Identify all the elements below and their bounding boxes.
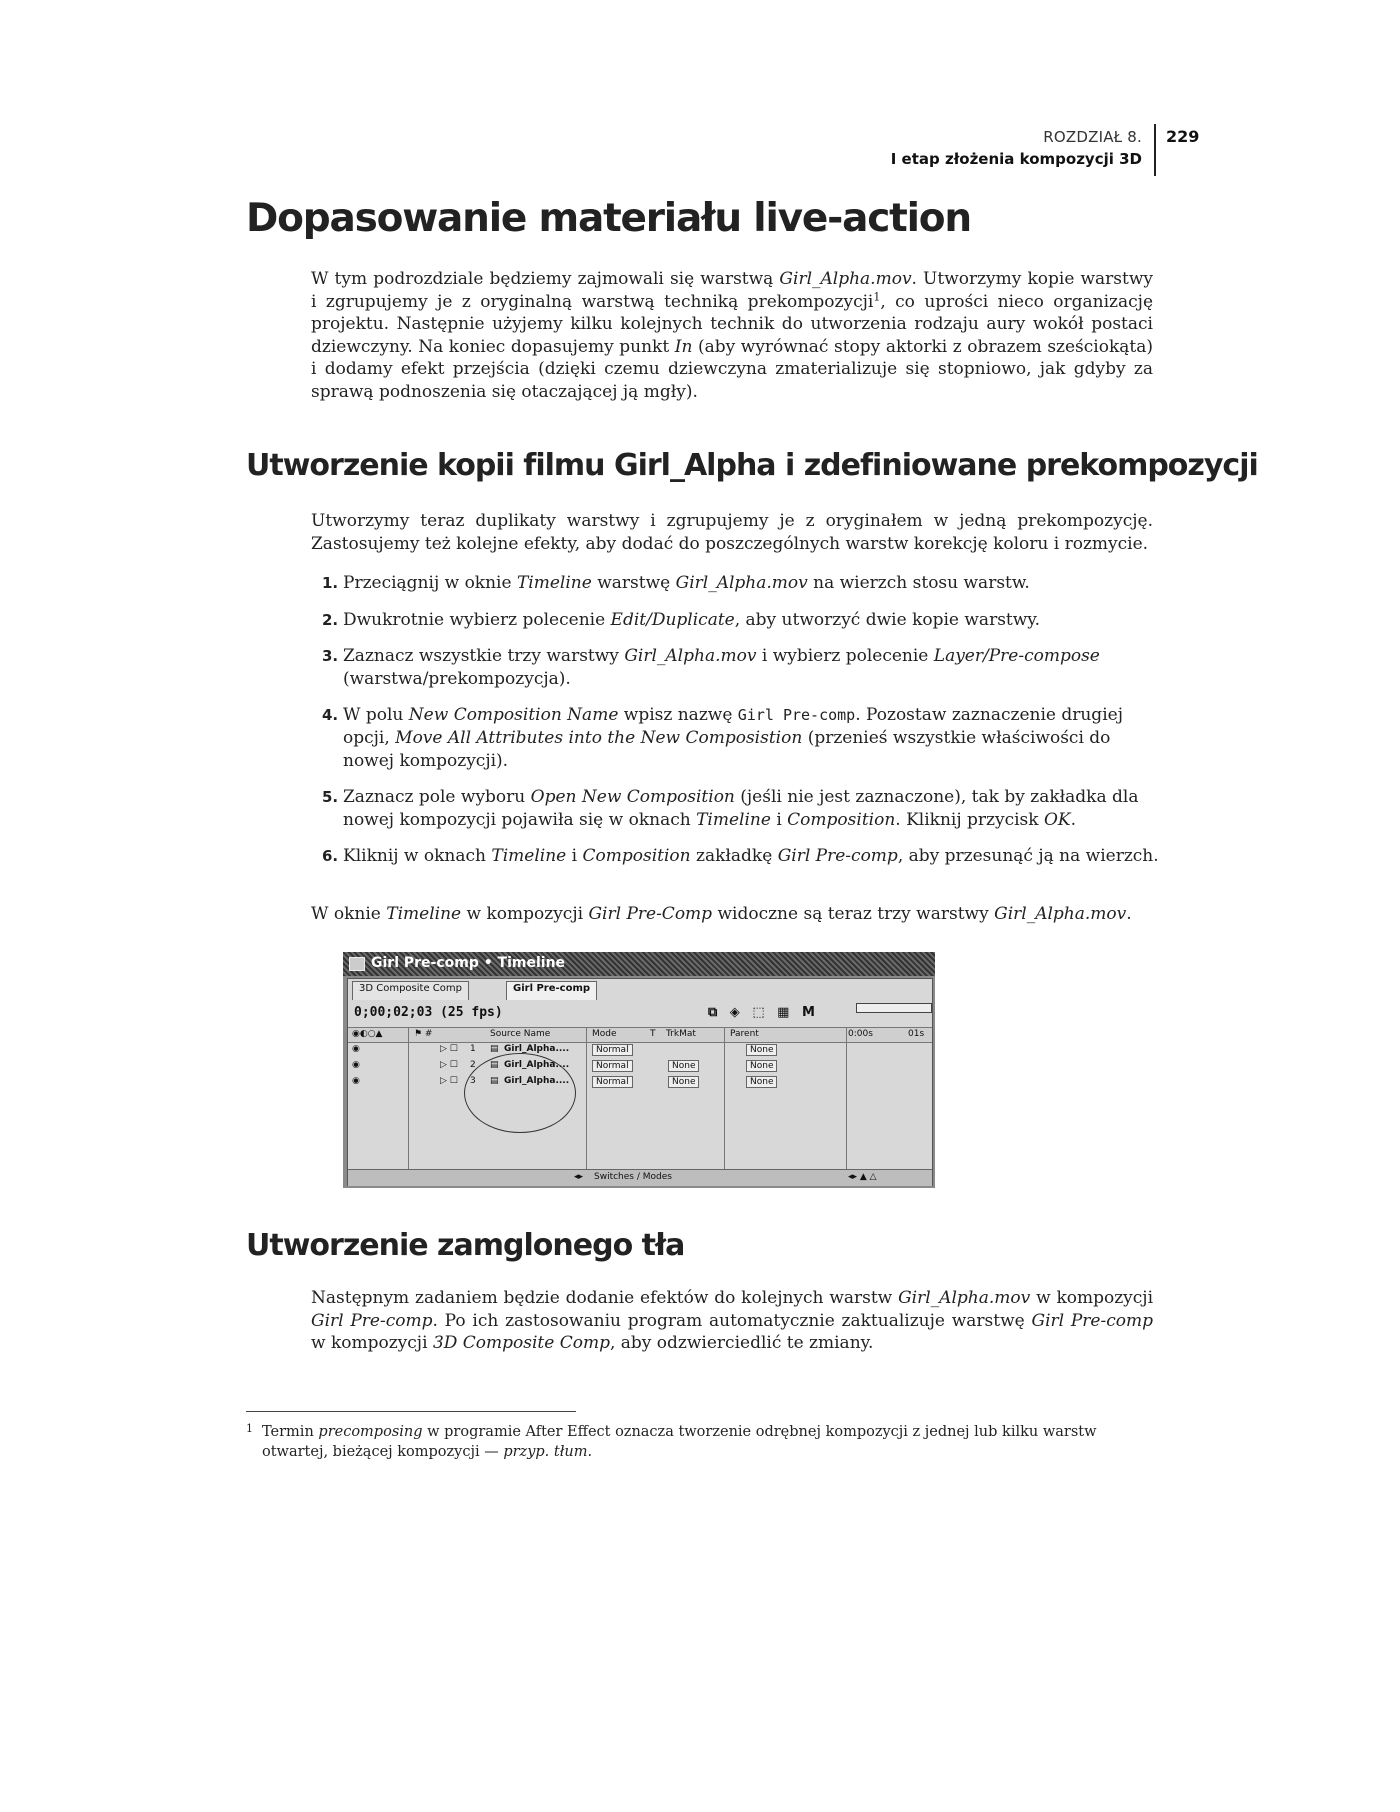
footnote-number: 1 — [246, 1422, 253, 1435]
expand-triangle-icon[interactable]: ▷ ☐ — [440, 1044, 458, 1054]
footage-icon: ▤ — [490, 1076, 499, 1086]
parent-select[interactable]: None — [746, 1044, 777, 1056]
steps-list — [322, 572, 1162, 868]
mode-select[interactable]: Normal — [592, 1044, 633, 1056]
col-t[interactable]: T — [650, 1029, 656, 1039]
step-item: 4. W polu New Composition Name wpisz nazwę Girl Pre-comp. Pozostaw zaznaczenie drugiej opcji, Move All Attributes into the New Composistion (przenieś wszystkie właściwości do nowej kompozycji). — [322, 705, 1123, 771]
trkmat-select[interactable]: None — [668, 1060, 699, 1072]
timeline-screenshot — [343, 952, 935, 1188]
time-ruler[interactable] — [856, 1003, 932, 1013]
footnote-ref: 1 — [873, 289, 881, 303]
switches-modes-toggle[interactable]: Switches / Modes — [594, 1172, 672, 1182]
timeline-panel — [347, 978, 933, 1186]
step-item: 1. Przeciągnij w oknie Timeline warstwę Girl_Alpha.mov na wierzch stosu warstw. — [322, 573, 1030, 593]
parent-select[interactable]: None — [746, 1060, 777, 1072]
trkmat-select[interactable]: None — [668, 1076, 699, 1088]
layer-name[interactable]: Girl_Alpha.... — [504, 1060, 570, 1070]
footnote-rule — [246, 1411, 576, 1412]
footage-icon: ▤ — [490, 1044, 499, 1054]
timeline-footer — [348, 1169, 932, 1186]
page-number: 229 — [1166, 127, 1200, 146]
section-title-precompose: Utworzenie kopii filmu Girl_Alpha i zdefiniowane prekompozycji — [246, 448, 1258, 483]
mode-select[interactable]: Normal — [592, 1060, 633, 1072]
layer-name[interactable]: Girl_Alpha.... — [504, 1044, 570, 1054]
running-header — [860, 124, 1200, 176]
intro-paragraph: W tym podrozdziale będziemy zajmowali się warstwą Girl_Alpha.mov. Utworzymy kopie warstwy i zgrupujemy je z oryginalną warstwą techniką prekompozycji$^1$, co uprości nieco organizację projektu. Następnie użyjemy kilku kolejnych technik do utworzenia rodzaju aury wokół postaci dziewczyny. Na koniec dopasujemy punkt In (aby wyrównać stopy aktorki z obrazem sześciokąta) i dodamy efekt przejścia (dzięki czemu dziewczyna zmaterializuje się stopniowo, jak gdyby za sprawą podnoszenia się otaczającej ją mgły). — [311, 269, 1154, 402]
column-divider — [586, 1027, 587, 1185]
footage-icon: ▤ — [490, 1060, 499, 1070]
eye-icon[interactable]: ◉ — [352, 1076, 360, 1086]
highlight-ellipse — [464, 1053, 576, 1133]
expand-triangle-icon[interactable]: ▷ ☐ — [440, 1076, 458, 1086]
layer-row[interactable]: ◉ ▷ ☐ 1 ▤ Girl_Alpha.... Normal None — [348, 1043, 932, 1057]
section2-intro: Utworzymy teraz duplikaty warstwy i zgrupujemy je z oryginałem w jedną prekompozycję. Zastosujemy też kolejne efekty, aby dodać do poszczególnych warstw korekcję koloru i rozmycie. — [311, 511, 1153, 554]
timeline-title-bar — [343, 952, 935, 976]
timeline-window-title: Girl Pre-comp • Timeline — [371, 955, 566, 971]
header-divider — [1154, 124, 1156, 176]
layer-name[interactable]: Girl_Alpha.... — [504, 1076, 570, 1086]
tab-3d-composite-comp[interactable]: 3D Composite Comp — [352, 981, 469, 1000]
layer-row[interactable]: ◉ ▷ ☐ 2 ▤ Girl_Alpha.... Normal None None — [348, 1059, 932, 1073]
col-mode[interactable]: Mode — [592, 1029, 617, 1039]
label-icon: ⚑ # — [414, 1029, 433, 1039]
col-parent[interactable]: Parent — [730, 1029, 759, 1039]
column-divider — [724, 1027, 725, 1185]
ruler-end: 01s — [908, 1029, 925, 1039]
chapter-label: ROZDZIAŁ 8. — [1043, 128, 1142, 146]
col-source-name[interactable]: Source Name — [490, 1029, 551, 1039]
step-item: 5. Zaznacz pole wyboru Open New Composition (jeśli nie jest zaznaczone), tak by zakładka dla nowej kompozycji pojawiła się w oknach Timeline i Composition. Kliknij przycisk OK. — [322, 787, 1139, 830]
tab-girl-pre-comp[interactable]: Girl Pre-comp — [506, 981, 597, 1000]
timeline-window-icon — [349, 957, 365, 971]
col-trkmat[interactable]: TrkMat — [666, 1029, 696, 1039]
parent-select[interactable]: None — [746, 1076, 777, 1088]
step-item: 3. Zaznacz wszystkie trzy warstwy Girl_Alpha.mov i wybierz polecenie Layer/Pre-compose (warstwa/prekompozycja). — [322, 646, 1100, 689]
chapter-subtitle: I etap złożenia kompozycji 3D — [890, 150, 1142, 168]
layer-row[interactable]: ◉ ▷ ☐ 3 ▤ Girl_Alpha.... Normal None None — [348, 1075, 932, 1089]
column-divider — [408, 1027, 409, 1185]
expand-triangle-icon[interactable]: ▷ ☐ — [440, 1060, 458, 1070]
section-title-live-action: Dopasowanie materiału live-action — [246, 196, 971, 241]
eye-icon[interactable]: ◉ — [352, 1060, 360, 1070]
step-item: 2. Dwukrotnie wybierz polecenie Edit/Duplicate, aby utworzyć dwie kopie warstwy. — [322, 609, 1041, 630]
timecode-display[interactable]: 0;00;02;03 (25 fps) — [354, 1005, 503, 1020]
timeline-toolbar-icons[interactable]: ⧉ ◈ ⬚ ▦ M — [708, 1005, 819, 1020]
step-item: 6. Kliknij w oknach Timeline i Composition zakładkę Girl Pre-comp, aby przesunąć ją na wierzch. — [322, 846, 1159, 867]
mode-select[interactable]: Normal — [592, 1076, 633, 1088]
ruler-start: 0:00s — [848, 1029, 873, 1039]
switches-icons: ◉◐○▲ — [352, 1029, 383, 1039]
eye-icon[interactable]: ◉ — [352, 1044, 360, 1054]
after-steps-paragraph: W oknie Timeline w kompozycji Girl Pre-Comp widoczne są teraz trzy warstwy Girl_Alpha.mov. — [311, 904, 1132, 924]
section-title-fog: Utworzenie zamglonego tła — [246, 1228, 685, 1263]
column-divider — [846, 1027, 847, 1185]
layer-header-row — [348, 1027, 932, 1043]
footnote: 1 Termin precomposing w programie After Effect oznacza tworzenie odrębnej kompozycji z jednej lub kilku warstw otwartej, bieżącej kompozycji — przyp. tłum. — [246, 1422, 1146, 1462]
zoom-controls-icon[interactable]: ◂▸ ▲ △ — [848, 1172, 877, 1182]
footer-arrows-icon[interactable]: ◂▸ — [574, 1172, 584, 1182]
section3-paragraph: Następnym zadaniem będzie dodanie efektów do kolejnych warstw Girl_Alpha.mov w kompozycji Girl Pre-comp. Po ich zastosowaniu program automatycznie zaktualizuje warstwę Girl Pre-comp w kompozycji 3D Composite Comp, aby odzwierciedlić te zmiany. — [311, 1288, 1154, 1354]
